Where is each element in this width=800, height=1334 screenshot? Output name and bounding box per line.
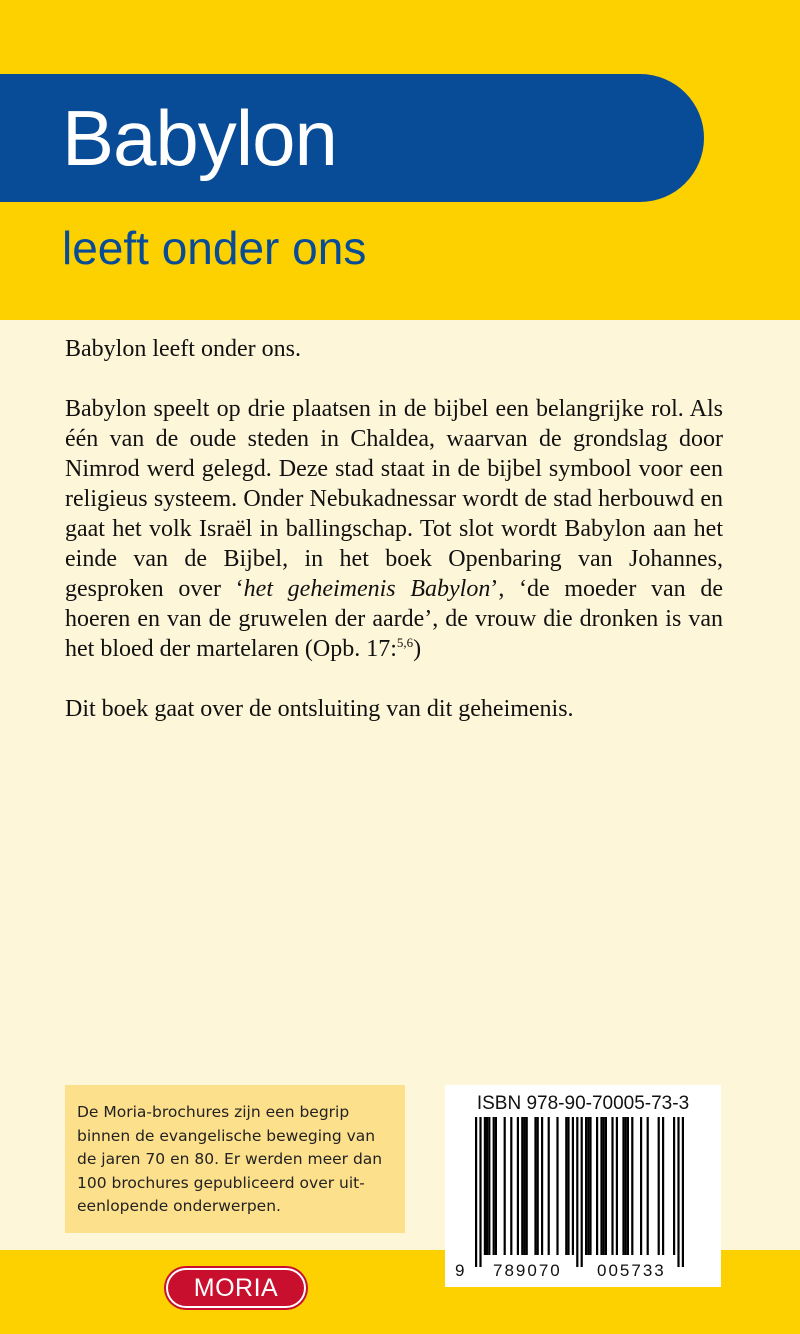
barcode-bar: [581, 1117, 583, 1267]
barcode-bar: [548, 1117, 550, 1255]
barcode-bar: [677, 1117, 679, 1267]
barcode-bar: [627, 1117, 629, 1255]
barcode-bar: [521, 1117, 523, 1255]
barcode-bar: [504, 1117, 506, 1255]
paragraph-text-c: ): [413, 636, 422, 662]
barcode-bar: [682, 1117, 684, 1267]
info-line: eenlopende onderwerpen.: [77, 1197, 281, 1215]
barcode-bar: [631, 1117, 633, 1255]
barcode-bar: [600, 1117, 602, 1255]
barcode-bar: [605, 1117, 607, 1255]
barcode-bar: [616, 1117, 618, 1255]
barcode-bar: [587, 1117, 589, 1255]
barcode-bar: [488, 1117, 490, 1255]
barcode-bar: [517, 1117, 519, 1255]
barcode-bar: [589, 1117, 591, 1255]
closing-line: Dit boek gaat over de ontsluiting van dit geheimenis.: [65, 696, 574, 722]
barcode-digits-left: 789070: [493, 1261, 562, 1280]
barcode-bar: [526, 1117, 528, 1255]
barcode-bar: [576, 1117, 578, 1267]
barcode-bar: [493, 1117, 495, 1255]
back-cover-text: [65, 334, 723, 724]
logo-text: MORIA: [193, 1273, 279, 1302]
barcode-bar: [611, 1117, 613, 1255]
barcode-bar: [673, 1117, 675, 1255]
verse-superscript: 5,6: [396, 635, 414, 650]
barcode-bar: [603, 1117, 605, 1255]
barcode-digits-right: 005733: [597, 1261, 666, 1280]
info-line: De Moria-brochures zijn een begrip: [77, 1103, 350, 1121]
isbn-label: ISBN 978-90-70005-73-3: [476, 1093, 690, 1114]
barcode-bar: [486, 1117, 488, 1255]
barcode-digit-first: 9: [455, 1261, 465, 1280]
paragraph-text-a: Babylon speelt op drie plaatsen in de bijbel een belangrijke rol. Als één van de oude steden in Chaldea, waarvan de grondslag door Nimrod werd gelegd. Deze stad staat in de bijbel symbool voor een religieus systeem. Onder Nebukadnessar wordt de stad herbouwd en gaat het volk Israël in ballingschap. Tot slot wordt Babylon aan het einde van de Bijbel, in het boek Openbaring van Johannes, gesproken over ‘: [65, 396, 723, 602]
barcode-bar: [495, 1117, 497, 1255]
barcode-bar: [647, 1117, 649, 1255]
barcode-bar: [510, 1117, 512, 1255]
barcode-bar: [567, 1117, 569, 1255]
barcode-bar: [596, 1117, 598, 1255]
barcode-bar: [479, 1117, 481, 1267]
barcode-bar: [534, 1117, 536, 1255]
barcode-bar: [484, 1117, 486, 1255]
barcode-bar: [572, 1117, 574, 1255]
info-line: binnen de evangelische beweging van: [77, 1126, 376, 1145]
barcode-bar: [625, 1117, 627, 1255]
barcode-bar: [585, 1117, 587, 1255]
barcode-bar: [658, 1117, 660, 1255]
barcode-bar: [640, 1117, 642, 1255]
barcode-bar: [475, 1117, 477, 1267]
barcode-bar: [622, 1117, 624, 1255]
series-info-box: [65, 1085, 405, 1233]
intro-line: Babylon leeft onder ons.: [65, 336, 301, 362]
barcode-bar: [537, 1117, 539, 1255]
barcode-bar: [662, 1117, 664, 1255]
barcode-bar: [565, 1117, 567, 1255]
paragraph-italic-text: het geheimenis Babylon: [243, 576, 491, 602]
moria-logo: [166, 1268, 306, 1308]
barcode-bar: [556, 1117, 558, 1255]
barcode-panel: [445, 1085, 721, 1287]
book-title: Babylon: [62, 94, 337, 182]
book-subtitle: leeft onder ons: [62, 222, 367, 274]
info-line: 100 brochures gepubliceerd over uit-: [77, 1173, 365, 1192]
barcode-icon: [475, 1117, 691, 1267]
main-paragraph: [65, 394, 723, 664]
barcode-bar: [541, 1117, 543, 1255]
paragraph-text-b: ’, ‘de moeder van de hoeren en van de gruwelen der aarde’, de vrouw die dronken is van het bloed der martelaren (Opb. 17:: [65, 576, 724, 662]
info-line: de jaren 70 en 80. Er werden meer dan: [77, 1150, 383, 1168]
barcode-bar: [523, 1117, 525, 1255]
